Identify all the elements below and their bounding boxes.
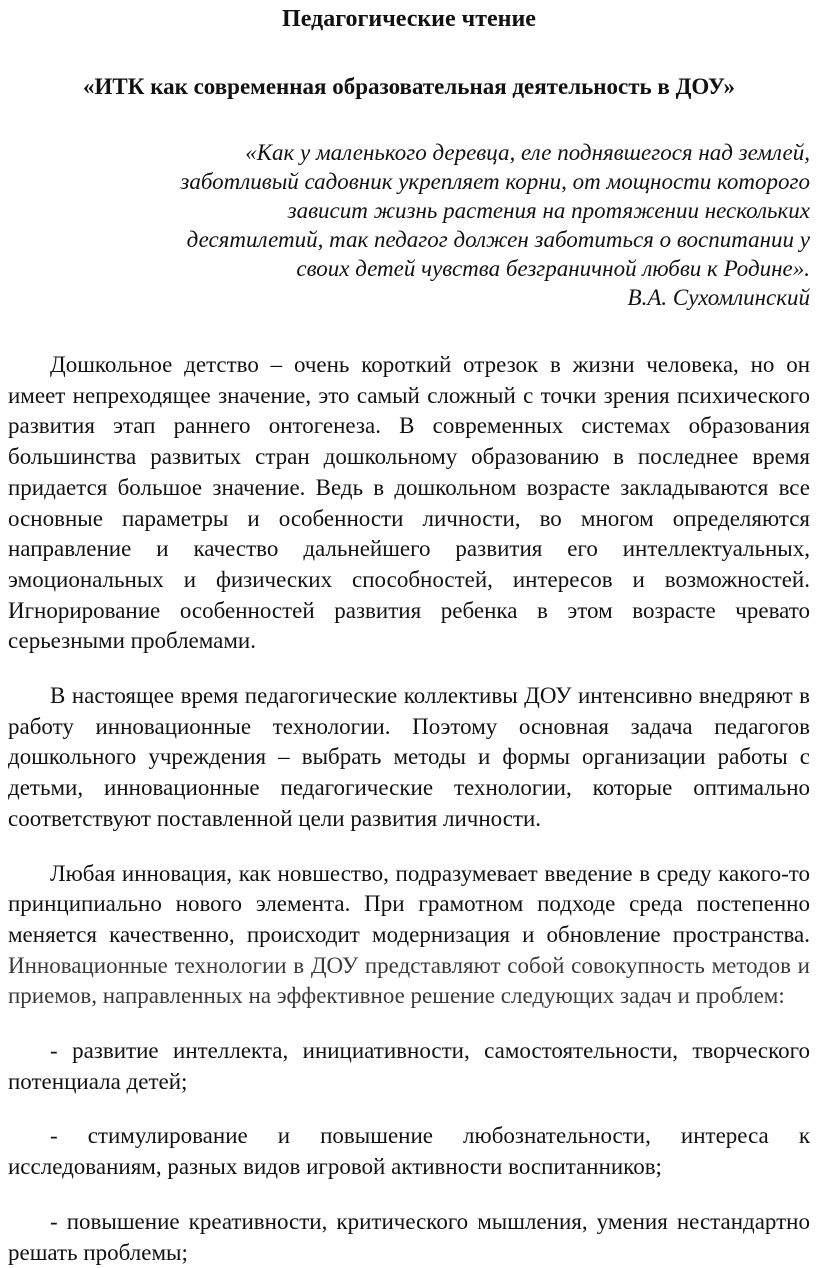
list-item: - стимулирование и повышение любознательности, интереса к исследованиям, разных видов игровой активности воспитанников; xyxy=(8,1123,810,1180)
epigraph-line: зависит жизнь растения на протяжении нескольких xyxy=(287,198,810,223)
epigraph-line: десятилетий, так педагог должен заботиться о воспитании у xyxy=(186,227,810,252)
body-paragraph xyxy=(8,859,810,1013)
epigraph-line: заботливый садовник укрепляет корни, от мощности которого xyxy=(180,169,810,194)
document-subtitle: «ИТК как современная образовательная деятельность в ДОУ» xyxy=(83,74,735,99)
body-paragraph: В настоящее время педагогические коллективы ДОУ интенсивно внедряют в работу инновационные технологии. Поэтому основная задача педагогов дошкольного учреждения – выбрать методы и формы организации работы с детьми, инновационные педагогические технологии, которые оптимально соответствуют поставленной цели развития личности. xyxy=(8,683,810,831)
epigraph-author: В.А. Сухомлинский xyxy=(627,285,810,310)
epigraph xyxy=(8,138,810,312)
paragraph-tail-text: Инновационные технологии в ДОУ представляют собой совокупность методов и приемов, направленных на эффективное решение следующих задач и проблем: xyxy=(8,952,810,1009)
body-paragraph: Дошкольное детство – очень короткий отрезок в жизни человека, но он имеет непреходящее значение, это самый сложный с точки зрения психического развития этап раннего онтогенеза. В современных системах образования большинства развитых стран дошкольному образованию в последнее время придается большое значение. Ведь в дошкольном возрасте закладываются все основные параметры и особенности личности, во многом определяются направление и качество дальнейшего развития его интеллектуальных, эмоциональных и физических способностей, интересов и возможностей. Игнорирование особенностей развития ребенка в этом возрасте чревато серьезными проблемами. xyxy=(8,352,810,654)
paragraph-main-text: Любая инновация, как новшество, подразумевает введение в среду какого-то принципиально нового элемента. При грамотном подходе среда постепенно меняется качественно, происходит модернизация и обновление пространства. xyxy=(8,860,810,947)
list-item: - развитие интеллекта, инициативности, самостоятельности, творческого потенциала детей; xyxy=(8,1038,810,1094)
document-title: Педагогические чтение xyxy=(282,6,536,32)
epigraph-line: своих детей чувства безграничной любви к Родине». xyxy=(296,256,810,281)
list-item: - повышение креативности, критического мышления, умения нестандартно решать проблемы; xyxy=(8,1208,810,1265)
document-page xyxy=(0,4,816,1265)
epigraph-line: «Как у маленького деревца, еле поднявшегося над землей, xyxy=(245,140,810,165)
